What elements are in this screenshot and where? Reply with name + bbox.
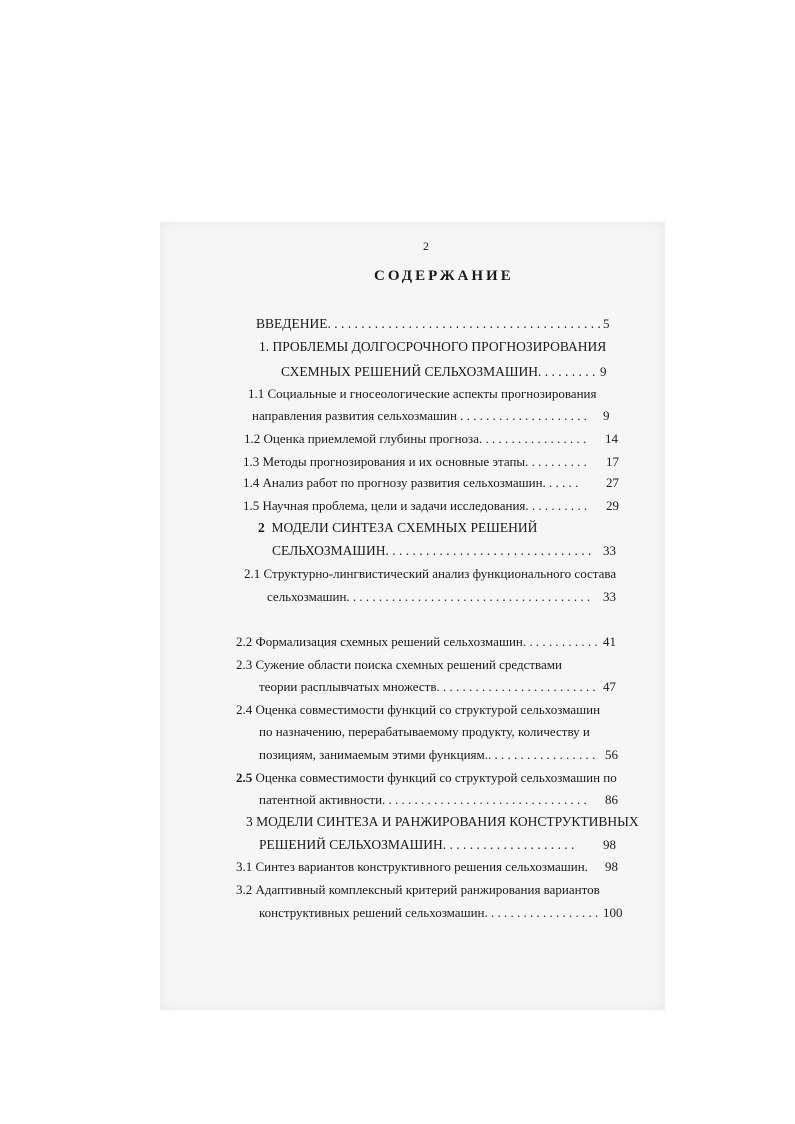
toc-page-2: 33 [603,543,616,558]
toc-entry-3-line2: РЕШЕНИЙ СЕЛЬХОЗМАШИН. . . . . . . . . . . . . . . . . . . . [259,837,575,852]
toc-page-3-1: 98 [605,859,618,874]
toc-page-2-1: 33 [603,589,616,604]
toc-entry-1-1-line2: направления развития сельхозмашин . . . . . . . . . . . . . . . . . . . . [252,408,587,423]
toc-entry-1-3: 1.3 Методы прогнозирования и их основные этапы. . . . . . . . . . [243,454,587,469]
toc-entry-2-5-number: 2.5 [236,770,253,785]
toc-page-1: 9 [600,364,607,379]
toc-page-1-1: 9 [603,408,610,423]
page-number: 2 [423,239,429,253]
toc-entry-2-3-line1: 2.3 Сужение области поиска схемных решений средствами [236,657,562,672]
toc-entry-1-2: 1.2 Оценка приемлемой глубины прогноза. . . . . . . . . . . . . . . . . [244,431,587,446]
toc-page-2-4: 56 [605,747,618,762]
toc-entry-1-4: 1.4 Анализ работ по прогнозу развития сельхозмашин. . . . . . [243,475,579,490]
toc-entry-2-4-line3: позициям, занимаемым этими функциям.. . . . . . . . . . . . . . . . . [259,747,596,762]
toc-page-1-4: 27 [606,475,619,490]
toc-page-1-2: 14 [605,431,618,446]
toc-entry-1-1-line1: 1.1 Социальные и гносеологические аспекты прогнозирования [248,386,597,401]
toc-page-3-2: 100 [603,905,623,920]
toc-entry-2-line2: СЕЛЬХОЗМАШИН. . . . . . . . . . . . . . . . . . . . . . . . . . . . . . . [272,543,592,558]
toc-entry-2-number: 2 [258,520,265,535]
toc-entry-intro: ВВЕДЕНИЕ. . . . . . . . . . . . . . . . . . . . . . . . . . . . . . . . . . . . . . . . . [256,316,601,331]
toc-entry-3-line1: 3 МОДЕЛИ СИНТЕЗА И РАНЖИРОВАНИЯ КОНСТРУКТИВНЫХ [246,814,639,829]
toc-entry-2-1-line1: 2.1 Структурно-лингвистический анализ функционального состава [244,566,617,581]
toc-page-3: 98 [603,837,616,852]
toc-page-intro: 5 [603,316,610,331]
toc-entry-2-line1 [258,520,537,536]
toc-entry-1-line2: СХЕМНЫХ РЕШЕНИЙ СЕЛЬХОЗМАШИН. . . . . . . . . [281,364,596,379]
toc-entry-2-1-line2: сельхозмашин. . . . . . . . . . . . . . . . . . . . . . . . . . . . . . . . . . . . . . [267,589,591,604]
toc-entry-2-4-line1: 2.4 Оценка совместимости функций со структурой сельхозмашин [236,702,601,717]
toc-page-2-3: 47 [603,679,616,694]
toc-entry-2-2: 2.2 Формализация схемных решений сельхозмашин. . . . . . . . . . . . [236,634,598,649]
toc-entry-2-3-line2: теории расплывчатых множеств. . . . . . . . . . . . . . . . . . . . . . . . . [259,679,596,694]
toc-entry-1-5: 1.5 Научная проблема, цели и задачи исследования. . . . . . . . . . [243,498,588,513]
toc-entry-3-2-line2: конструктивных решений сельхозмашин. . . . . . . . . . . . . . . . . . [259,905,599,920]
page-title: СОДЕРЖАНИЕ [374,268,514,284]
toc-entry-3-1: 3.1 Синтез вариантов конструктивного решения сельхозмашин. [236,859,588,874]
toc-entry-2-5-line2: патентной активности. . . . . . . . . . . . . . . . . . . . . . . . . . . . . . . . [259,792,587,807]
toc-page-1-5: 29 [606,498,619,513]
toc-entry-2-5-title: Оценка совместимости функций со структурой сельхозмашин по [255,770,617,785]
toc-entry-2-5-line1 [236,770,617,786]
toc-page-2-2: 41 [603,634,616,649]
toc-entry-3-2-line1: 3.2 Адаптивный комплексный критерий ранжирования вариантов [236,882,600,897]
toc-entry-2-4-line2: по назначению, перерабатываемому продукту, количеству и [259,724,590,739]
toc-page-2-5: 86 [605,792,618,807]
toc-page-1-3: 17 [606,454,619,469]
toc-entry-1-line1: 1. ПРОБЛЕМЫ ДОЛГОСРОЧНОГО ПРОГНОЗИРОВАНИЯ [259,339,607,354]
toc-entry-2-title: МОДЕЛИ СИНТЕЗА СХЕМНЫХ РЕШЕНИЙ [271,520,538,535]
